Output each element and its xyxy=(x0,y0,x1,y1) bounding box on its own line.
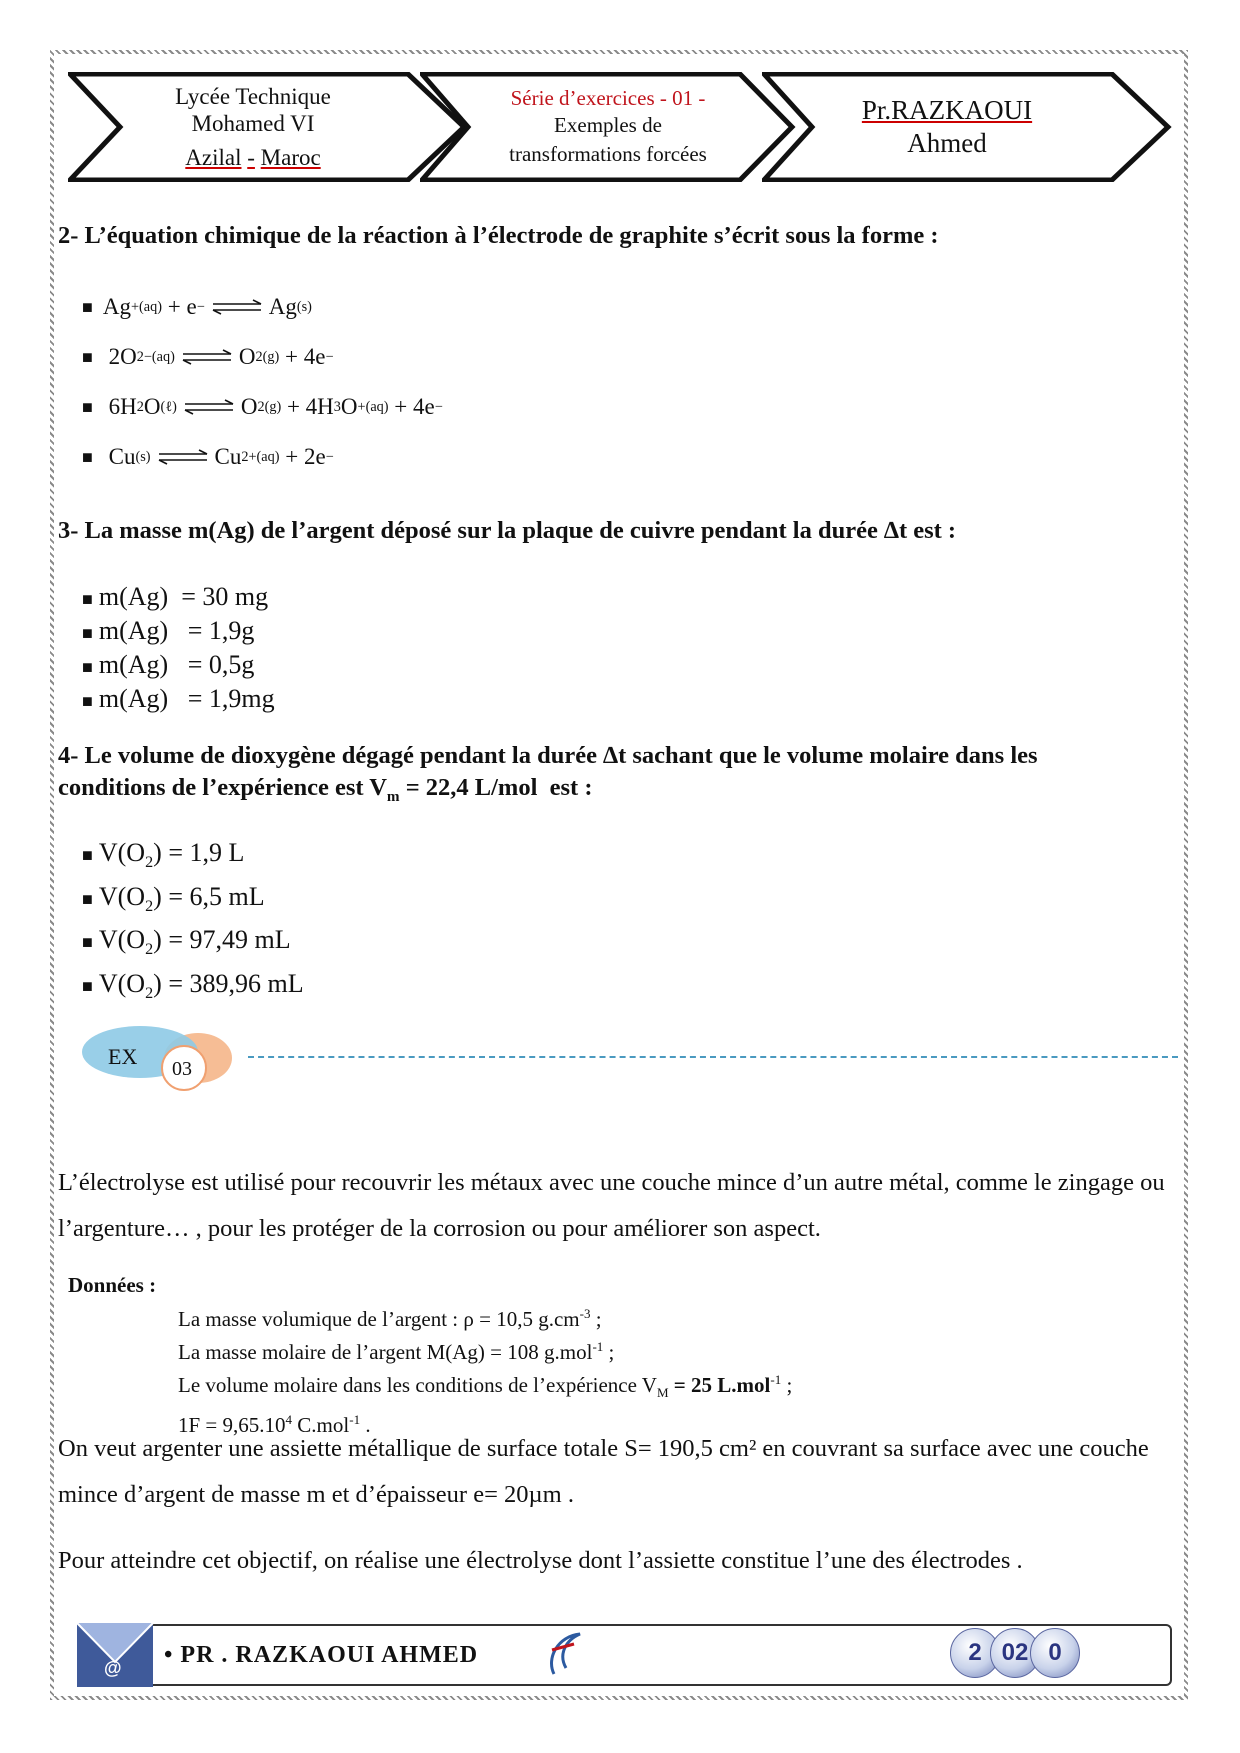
q2-option-3[interactable]: ■ 6H 2 O (ℓ) O 2(g) + 4H 3 O + (aq) + 4e − xyxy=(82,394,443,419)
q2-option-1[interactable]: ■ Ag + (aq) + e − Ag (s) xyxy=(82,294,312,319)
year-digit-3: 0 xyxy=(1030,1628,1080,1678)
q4-option-1[interactable]: ■ $V(O_2) = 1,9$ L xyxy=(82,838,245,872)
equilibrium-arrow-icon xyxy=(211,299,263,315)
school-sep: - xyxy=(247,145,255,170)
teacher-name: Pr.RAZKAOUI xyxy=(861,95,1033,125)
exercise-number: 03 xyxy=(172,1058,192,1080)
school-city: Azilal xyxy=(185,145,242,170)
series-title: Série d’exercices - 01 - xyxy=(510,86,706,110)
question-4-line1: 4- Le volume de dioxygène dégagé pendant la durée ∆t sachant que le volume molaire dans les xyxy=(58,742,1038,769)
series-sub2: transformations forcées xyxy=(509,142,707,166)
q3-option-1[interactable]: ■ m(Ag) = 30 mg xyxy=(82,582,269,611)
logo-icon xyxy=(544,1628,588,1680)
school-city-line xyxy=(185,145,320,171)
exercise-intro: L’électrolyse est utilisé pour recouvrir les métaux avec une couche mince d’un autre métal, comme le zingage ou l’argenture… , pour les protéger de la corrosion ou pour améliorer son aspect. xyxy=(58,1169,1165,1242)
q3-option-4[interactable]: ■ m(Ag) = 1,9mg xyxy=(82,684,275,713)
school-banner xyxy=(68,72,468,182)
paragraph-electrolysis: Pour atteindre cet objectif, on réalise une électrolyse dont l’assiette constitue l’une des électrodes . xyxy=(58,1547,1023,1574)
year-digit-2: 02 xyxy=(990,1628,1040,1678)
equilibrium-arrow-icon xyxy=(183,399,235,415)
q4-option-3[interactable]: ■ $V(O_2) = 97,49$ mL xyxy=(82,925,291,959)
question-4 xyxy=(58,740,1038,813)
q3-options xyxy=(82,581,275,717)
school-line1: Lycée Technique xyxy=(175,84,331,109)
equilibrium-arrow-icon xyxy=(157,449,209,465)
q4-option-2[interactable]: ■ $V(O_2) = 6,5$ mL xyxy=(82,881,265,915)
q4-options xyxy=(82,836,304,1011)
teacher-banner xyxy=(762,72,1172,182)
q2-option-4[interactable]: ■ Cu (s) Cu 2+ (aq) + 2e − xyxy=(82,444,334,469)
q4-option-4[interactable]: ■ $V(O_2) = 389,96$ mL xyxy=(82,969,304,1003)
q2-option-2[interactable]: ■ 2O 2− (aq) O 2(g) + 4e − xyxy=(82,344,334,369)
data-list xyxy=(178,1300,792,1439)
exercise-label: EX xyxy=(108,1044,138,1069)
section-divider xyxy=(248,1056,1178,1058)
data-title: Données : xyxy=(68,1273,157,1297)
footer-year xyxy=(960,1628,1080,1678)
question-3: 3- La masse m(Ag) de l’argent déposé sur la plaque de cuivre pendant la durée ∆t est : xyxy=(58,517,957,544)
data-faraday: $1F = 9,65.10^4$ C.mol$^{-1}$ . xyxy=(178,1412,371,1438)
data-molar-mass: La masse molaire de l’argent M(Ag) = 108 g.mol$^{-1}$ ; xyxy=(178,1339,615,1364)
question-4-line2: conditions de l’expérience est $V_m = 22,4$ L/mol est : xyxy=(58,774,593,805)
year-digit-1: 2 xyxy=(950,1628,1000,1678)
school-line2: Mohamed VI xyxy=(191,111,315,136)
email-at-symbol: @ xyxy=(104,1658,122,1678)
school-country: Maroc xyxy=(260,145,321,170)
data-density: La masse volumique de l’argent : ρ = 10,5 $g.cm^{-3}$ ; xyxy=(178,1306,602,1331)
q3-option-3[interactable]: ■ m(Ag) = 0,5g xyxy=(82,650,255,679)
q3-option-2[interactable]: ■ m(Ag) = 1,9g xyxy=(82,616,255,645)
footer-author: • PR . RAZKAOUI AHMED xyxy=(164,1642,479,1668)
exercise-badge xyxy=(80,1022,240,1102)
series-sub1: Exemples de xyxy=(554,113,662,137)
footer xyxy=(72,1622,1172,1688)
equilibrium-arrow-icon xyxy=(181,349,233,365)
data-molar-volume: Le volume molaire dans les conditions de l’expérience $V_M = 25$ L.mol$^{-1}$ ; xyxy=(178,1372,793,1401)
question-2: 2- L’équation chimique de la réaction à l’électrode de graphite s’écrit sous la forme : xyxy=(58,222,939,249)
series-banner xyxy=(420,72,796,182)
teacher-firstname: Ahmed xyxy=(907,128,987,158)
q2-options xyxy=(82,282,443,482)
paragraph-plate: On veut argenter une assiette métallique de surface totale S= 190,5 cm² en couvrant sa surface avec une couche mince d’argent de masse m et d’épaisseur e= 20µm . xyxy=(58,1435,1149,1508)
